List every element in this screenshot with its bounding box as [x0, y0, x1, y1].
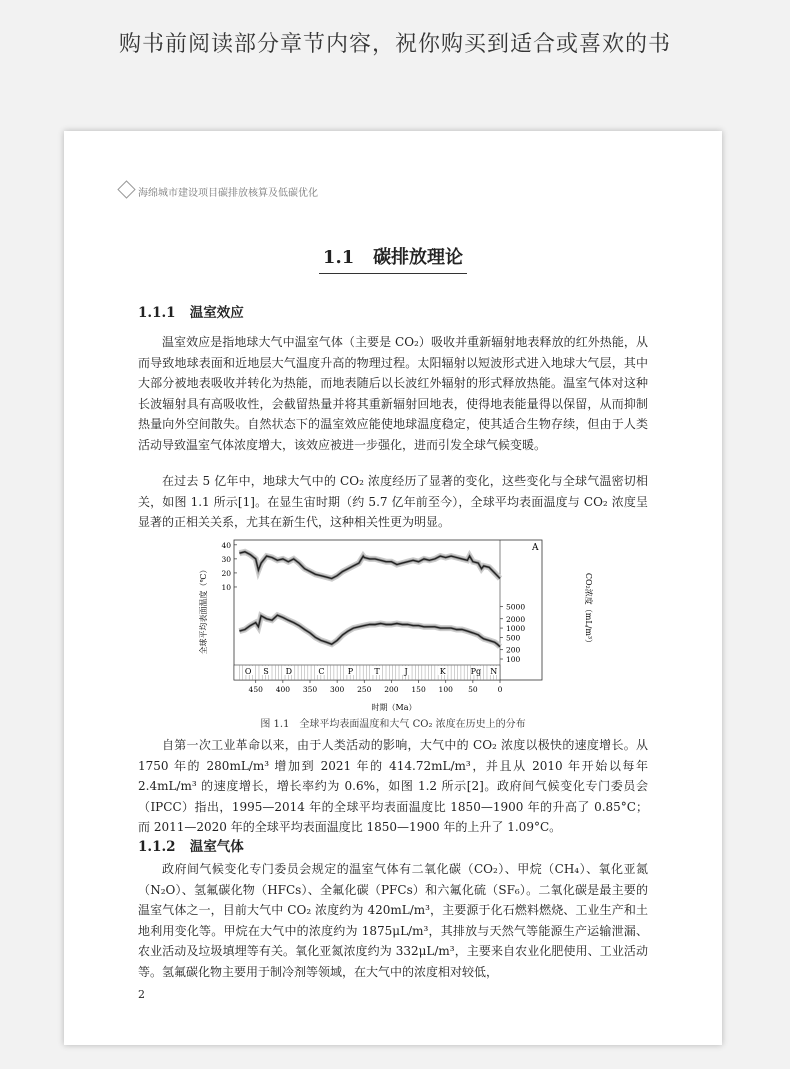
running-head-text: 海绵城市建设项目碳排放核算及低碳优化 — [138, 188, 318, 199]
x-tick-label: 200 — [384, 685, 399, 694]
x-tick-label: 250 — [357, 685, 372, 694]
paragraph-industrial-co2: 自第一次工业革命以来，由于人类活动的影响，大气中的 CO₂ 浓度以极快的速度增长。从 1750 年的 280mL/m³ 增加到 2021 年的 414.72mL/m³，并且从 2010 年开始以每年 2.4mL/m³ 的速度增长，增长率约为 0.6%，如图 1.2 所示[2]。政府间气候变化专门委员会（IPCC）指出，1995—2014 年的全球平均表面温度比 1850—1900 年的升高了 0.85°C；而 2011—2020 年的全球平均表面温度比 1850—1900 年的上升了 1.09°C。 — [138, 738, 648, 834]
y-tick-label-right: 1000 — [506, 624, 526, 634]
geologic-time-strip — [234, 665, 500, 680]
subsection-title-2 — [138, 835, 244, 855]
running-head — [138, 184, 318, 199]
y-axis-label-left: 全球平均表面温度（℃） — [199, 565, 208, 655]
y-tick-label-left: 10 — [221, 582, 231, 592]
period-label: O — [244, 667, 252, 676]
page-number: 2 — [138, 988, 145, 1001]
y-tick-label-right: 100 — [506, 655, 521, 665]
x-tick-label: 400 — [275, 685, 291, 694]
section-title-text: 碳排放理论 — [373, 247, 464, 268]
x-tick-label: 100 — [438, 685, 453, 694]
period-label: T — [374, 667, 380, 676]
x-tick-label: 350 — [302, 685, 318, 694]
figure-caption: 图 1.1 全球平均表面温度和大气 CO₂ 浓度在历史上的分布 — [260, 719, 526, 730]
subsection-title-text: 温室效应 — [189, 305, 244, 321]
uncertainty-band-temperature — [239, 552, 500, 579]
diamond-icon — [117, 180, 135, 198]
book-page — [64, 131, 722, 1045]
x-axis-label: 时期（Ma） — [371, 703, 417, 712]
paragraph-greenhouse-gases: 政府间气候变化专门委员会规定的温室气体有二氧化碳（CO₂）、甲烷（CH₄）、氧化亚氮（N₂O）、氢氟碳化物（HFCs）、全氟化碳（PFCs）和六氟化硫（SF₆）。二氧化碳是最主要的温室气体之一，目前大气中 CO₂ 浓度约为 420mL/m³，主要源于化石燃料燃烧、工业生产和土地利用变化等。甲烷在大气中的浓度约为 1875μL/m³，其排放与天然气等能源生产运输泄漏、农业活动及垃圾填埋等有关。氧化亚氮浓度约为 332μL/m³，主要来自农业化肥使用、工业活动等。氢氟碳化物主要用于制冷剂等领域，在大气中的浓度相对较低， — [138, 862, 648, 979]
period-label: K — [439, 667, 446, 676]
x-tick-label: 150 — [411, 685, 426, 694]
panel-label: A — [532, 543, 539, 553]
paragraph-co2-history: 在过去 5 亿年中，地球大气中的 CO₂ 浓度经历了显著的变化，这些变化与全球气温密切相关，如图 1.1 所示[1]。在显生宙时期（约 5.7 亿年前至今），全球平均表面温度与 CO₂ 浓度呈显著的正相关关系，尤其在新生代，这种相关性更为明显。 — [138, 474, 648, 529]
top-banner: 购书前阅读部分章节内容，祝你购买到适合或喜欢的书 — [118, 32, 671, 57]
period-label: S — [263, 667, 269, 676]
y-tick-label-left: 20 — [221, 568, 231, 578]
x-tick-label: 450 — [248, 685, 263, 694]
paragraph-greenhouse-effect: 温室效应是指地球大气中温室气体（主要是 CO₂）吸收并重新辐射地表释放的红外热能，从而导致地球表面和近地层大气温度升高的物理过程。太阳辐射以短波形式进入地球大气层，其中大部分被地表吸收并转化为热能，而地表随后以长波红外辐射的形式释放热能。温室气体对这种长波辐射具有高吸收性，会截留热量并将其重新辐射回地表，使得地表能量得以保留，从而抑制热量向外空间散失。自然状态下的温室效应能使地球温度稳定，使其适合生物存续，但由于人类活动导致温室气体浓度增大，该效应被进一步强化，进而引发全球气候变暖。 — [138, 335, 648, 452]
y-tick-label-left: 30 — [221, 554, 231, 564]
period-label: J — [404, 667, 408, 676]
section-number: 1.1 — [322, 247, 355, 268]
y-tick-label-right: 200 — [506, 645, 521, 655]
figure-1-1-chart — [194, 534, 594, 714]
subsection-number: 1.1.1 — [138, 305, 176, 321]
period-label: C — [318, 667, 325, 676]
period-label: D — [285, 667, 293, 676]
period-label: N — [490, 667, 498, 676]
period-label: Pg — [470, 667, 482, 676]
y-tick-label-left: 40 — [221, 540, 231, 550]
subsection-title-1 — [138, 301, 244, 321]
uncertainty-band-co2 — [239, 615, 500, 647]
x-tick-label: 50 — [468, 685, 478, 694]
y-tick-label-right: 2000 — [506, 614, 526, 624]
subsection-number: 1.1.2 — [138, 839, 176, 855]
y-tick-label-right: 5000 — [506, 602, 526, 612]
subsection-title-text: 温室气体 — [189, 839, 244, 855]
y-tick-label-right: 500 — [506, 633, 521, 643]
section-title — [64, 243, 722, 274]
x-tick-label: 0 — [497, 685, 503, 694]
y-axis-label-right: CO₂浓度（mL/m³） — [584, 572, 593, 648]
x-tick-label: 300 — [329, 685, 345, 694]
period-label: P — [347, 667, 354, 676]
